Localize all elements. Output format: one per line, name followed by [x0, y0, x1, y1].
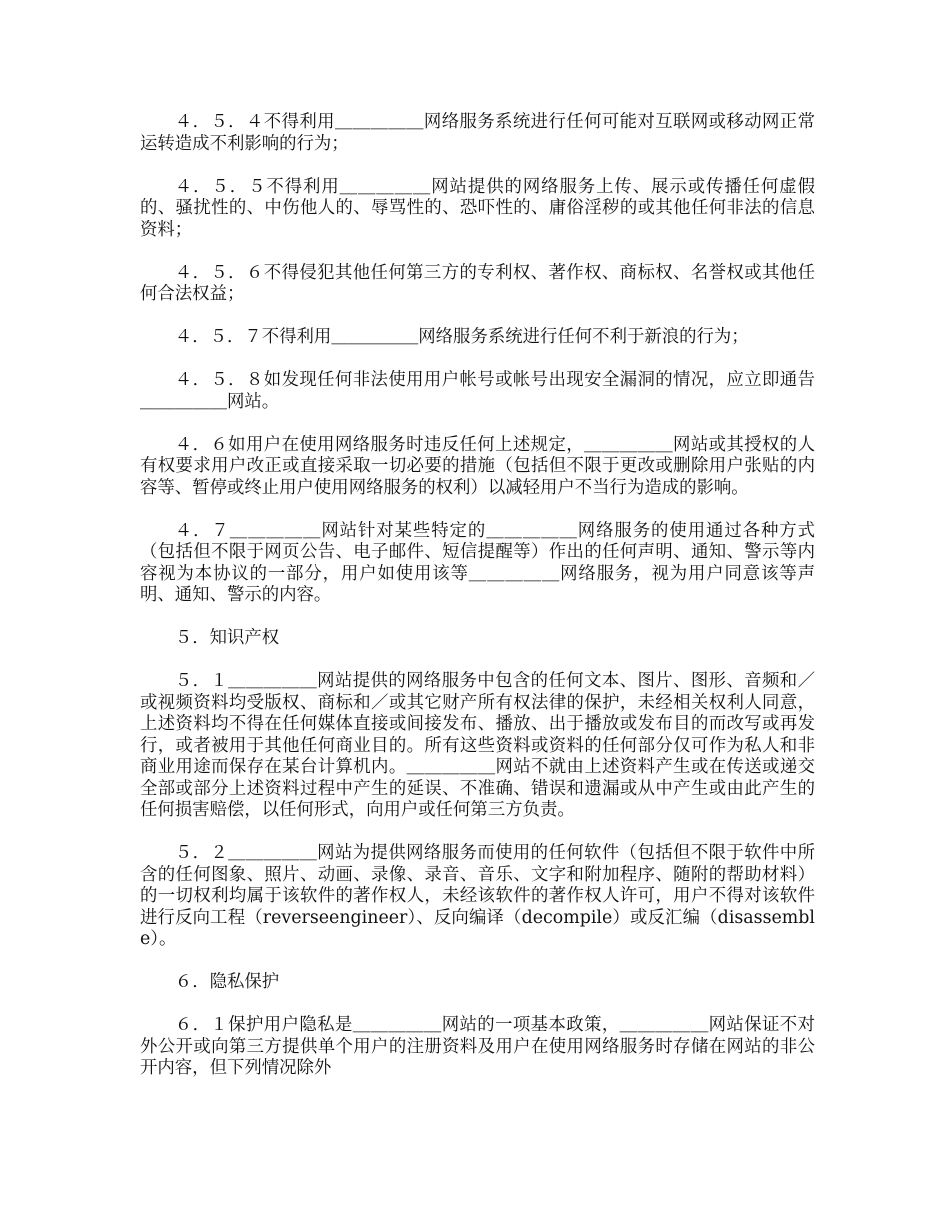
clause-4-5-7: ４．５．７不得利用＿＿＿＿＿网络服务系统进行任何不利于新浪的行为；	[174, 327, 749, 347]
clause-5-2: ５．２＿＿＿＿＿网站为提供网络服务而使用的任何软件（包括但不限于软件中所含的任何图象、照片、动画、录像、录音、音乐、文字和附加程序、随附的帮助材料）的一切权利均属于该软件的著作权人，未经该软件的著作权人许可，用户不得对该软件进行反向工程（reverseengineer）、反向编译（decompile）或反汇编（disassemble）。	[140, 843, 815, 949]
clause-4-7: ４．７＿＿＿＿＿网站针对某些特定的＿＿＿＿＿网络服务的使用通过各种方式（包括但不限于网页公告、电子邮件、短信提醒等）作出的任何声明、通知、警示等内容视为本协议的一部分，用户如使用该等＿＿＿＿＿网络服务，视为用户同意该等声明、通知、警示的内容。	[140, 520, 815, 605]
document-page	[140, 112, 815, 1101]
section-heading-6: ６．隐私保护	[174, 972, 280, 992]
clause-4-5-8: ４．５．８如发现任何非法使用用户帐号或帐号出现安全漏洞的情况，应立即通告＿＿＿＿＿网站。	[140, 370, 815, 412]
clause-4-5-4: ４．５．４不得利用＿＿＿＿＿网络服务系统进行任何可能对互联网或移动网正常运转造成不利影响的行为；	[140, 112, 815, 154]
section-heading-5: ５．知识产权	[174, 628, 280, 648]
clause-6-1: ６．１保护用户隐私是＿＿＿＿＿网站的一项基本政策，＿＿＿＿＿网站保证不对外公开或向第三方提供单个用户的注册资料及用户在使用网络服务时存储在网站的非公开内容，但下列情况除外	[140, 1015, 815, 1078]
clause-4-6: ４．６如用户在使用网络服务时违反任何上述规定，＿＿＿＿＿网站或其授权的人有权要求用户改正或直接采取一切必要的措施（包括但不限于更改或删除用户张贴的内容等、暂停或终止用户使用网络服务的权利）以减轻用户不当行为造成的影响。	[140, 434, 815, 498]
clause-5-1: ５．１＿＿＿＿＿网站提供的网络服务中包含的任何文本、图片、图形、音频和／或视频资料均受版权、商标和／或其它财产所有权法律的保护，未经相关权利人同意，上述资料均不得在任何媒体直接或间接发布、播放、出于播放或发布目的而改写或再发行，或者被用于其他任何商业目的。所有这些资料或资料的任何部分仅可作为私人和非商业用途而保存在某台计算机内。＿＿＿＿＿网站不就由上述资料产生或在传送或递交全部或部分上述资料过程中产生的延误、不准确、错误和遗漏或从中产生或由此产生的任何损害赔偿，以任何形式，向用户或任何第三方负责。	[140, 671, 815, 820]
clause-4-5-6: ４．５．６不得侵犯其他任何第三方的专利权、著作权、商标权、名誉权或其他任何合法权益；	[140, 262, 815, 304]
clause-4-5-5: ４．５．５不得利用＿＿＿＿＿网站提供的网络服务上传、展示或传播任何虚假的、骚扰性的、中伤他人的、辱骂性的、恐吓性的、庸俗淫秽的或其他任何非法的信息资料；	[140, 176, 815, 240]
